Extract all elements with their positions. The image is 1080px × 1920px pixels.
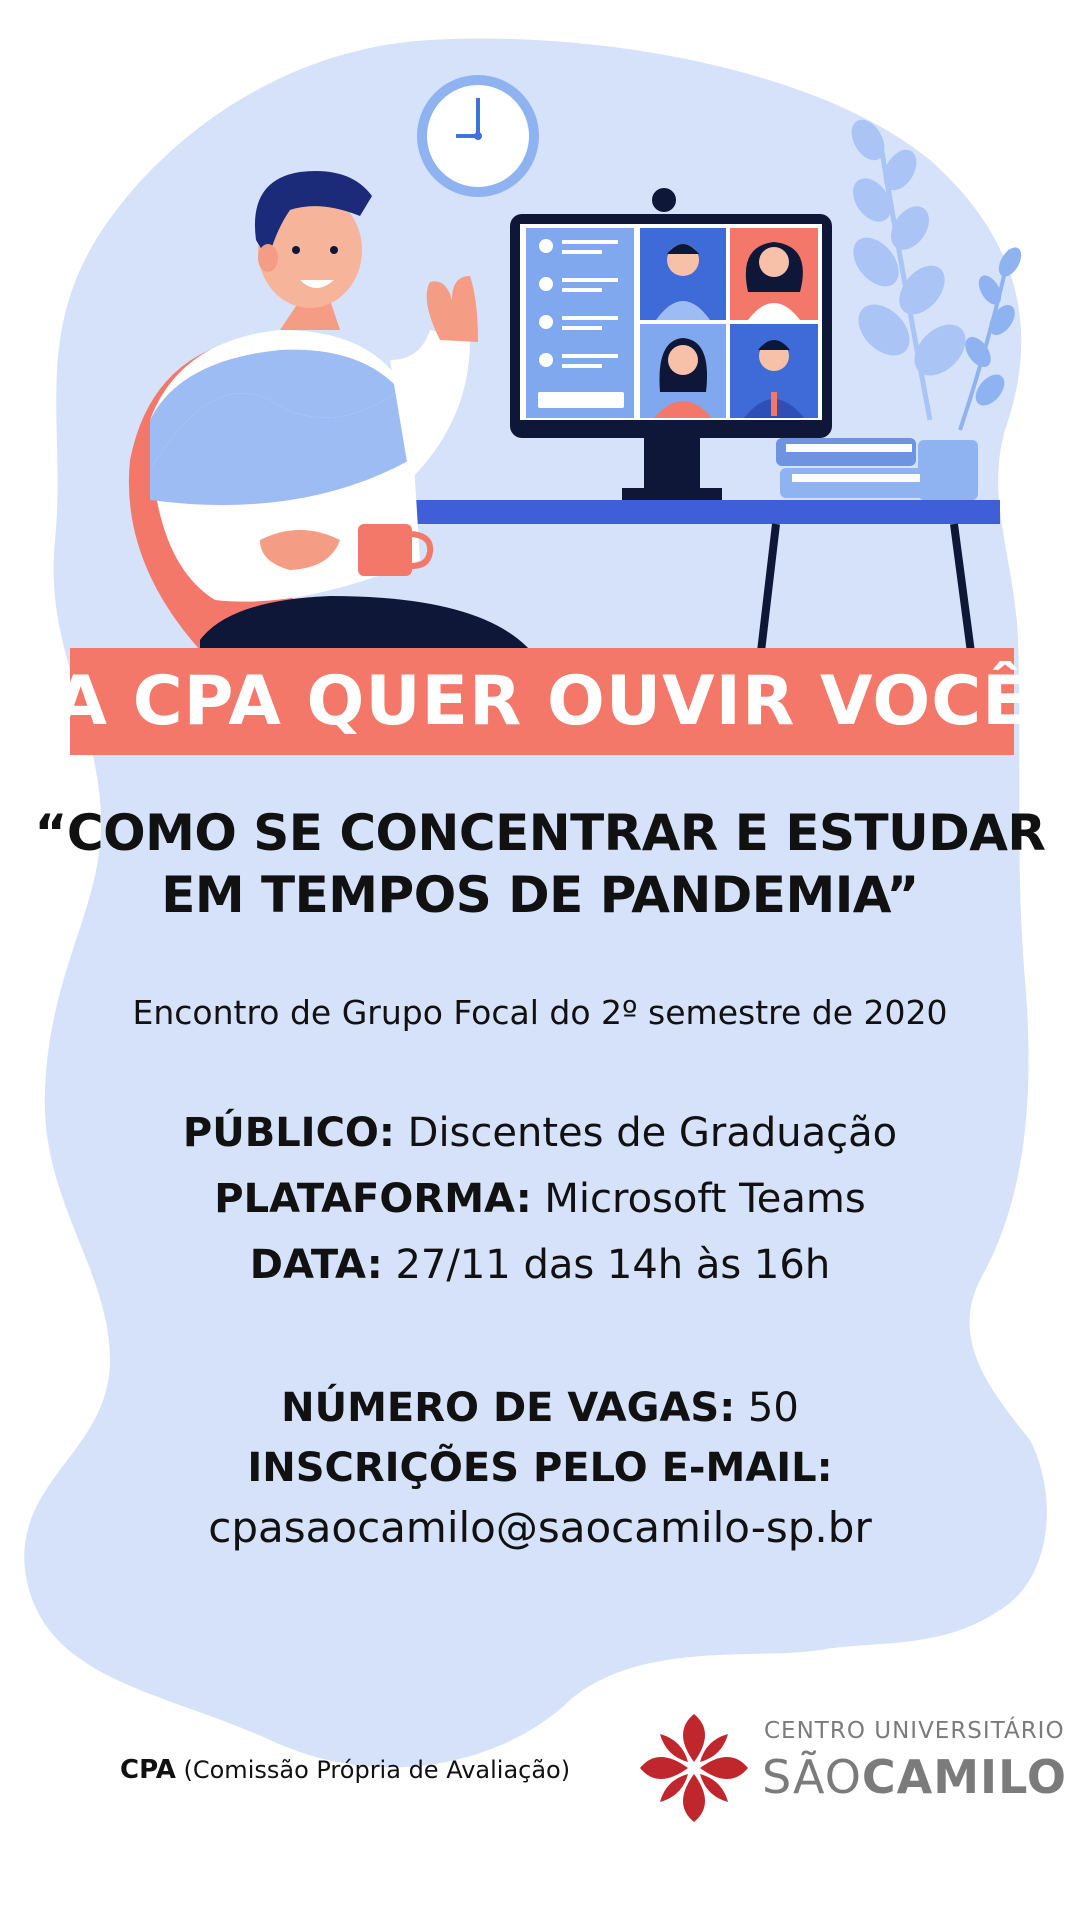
- clock-icon: [422, 80, 534, 192]
- detail-publico: [0, 1100, 1080, 1166]
- plataforma-label: PLATAFORMA:: [214, 1176, 532, 1222]
- plataforma-value: Microsoft Teams: [531, 1176, 866, 1222]
- registration-info: [0, 1378, 1080, 1558]
- webcam-icon: [652, 188, 676, 212]
- person-icon: [150, 171, 530, 650]
- vagas-line: [0, 1378, 1080, 1438]
- data-value: 27/11 das 14h às 16h: [382, 1242, 831, 1288]
- logo-cross-icon: [636, 1710, 752, 1826]
- cpa-footnote: [120, 1755, 570, 1785]
- email-label: INSCRIÇÕES PELO E-MAIL:: [247, 1445, 833, 1491]
- event-quote: [0, 802, 1080, 926]
- headline-title: A CPA QUER OUVIR VOCÊ: [54, 662, 1030, 741]
- detail-data: [0, 1232, 1080, 1298]
- registration-email-link[interactable]: cpasaocamilo@saocamilo-sp.br: [208, 1503, 872, 1552]
- quote-line-1: “COMO SE CONCENTRAR E ESTUDAR: [34, 804, 1046, 862]
- event-subtitle: Encontro de Grupo Focal do 2º semestre de 2020: [132, 993, 948, 1032]
- logo-sao: SÃO: [762, 1750, 862, 1804]
- email-label-line: [0, 1438, 1080, 1498]
- event-details: [0, 1100, 1080, 1298]
- logo-bottom-text: [762, 1750, 1067, 1804]
- publico-value: Discentes de Graduação: [394, 1110, 898, 1156]
- logo-top-text: CENTRO UNIVERSITÁRIO: [764, 1718, 1065, 1744]
- vagas-value: 50: [735, 1385, 799, 1431]
- sao-camilo-logo: [636, 1710, 1067, 1830]
- cpa-full: (Comissão Própria de Avaliação): [175, 1756, 571, 1784]
- headline-banner: [54, 648, 1030, 755]
- detail-plataforma: [0, 1166, 1080, 1232]
- publico-label: PÚBLICO:: [182, 1110, 395, 1156]
- data-label: DATA:: [249, 1242, 383, 1288]
- books-icon: [776, 438, 924, 498]
- vagas-label: NÚMERO DE VAGAS:: [281, 1385, 736, 1431]
- quote-line-2: EM TEMPOS DE PANDEMIA”: [161, 866, 919, 924]
- video-call-illustration: [0, 0, 1080, 660]
- cpa-abbr: CPA: [120, 1755, 176, 1785]
- logo-camilo: CAMILO: [861, 1750, 1067, 1804]
